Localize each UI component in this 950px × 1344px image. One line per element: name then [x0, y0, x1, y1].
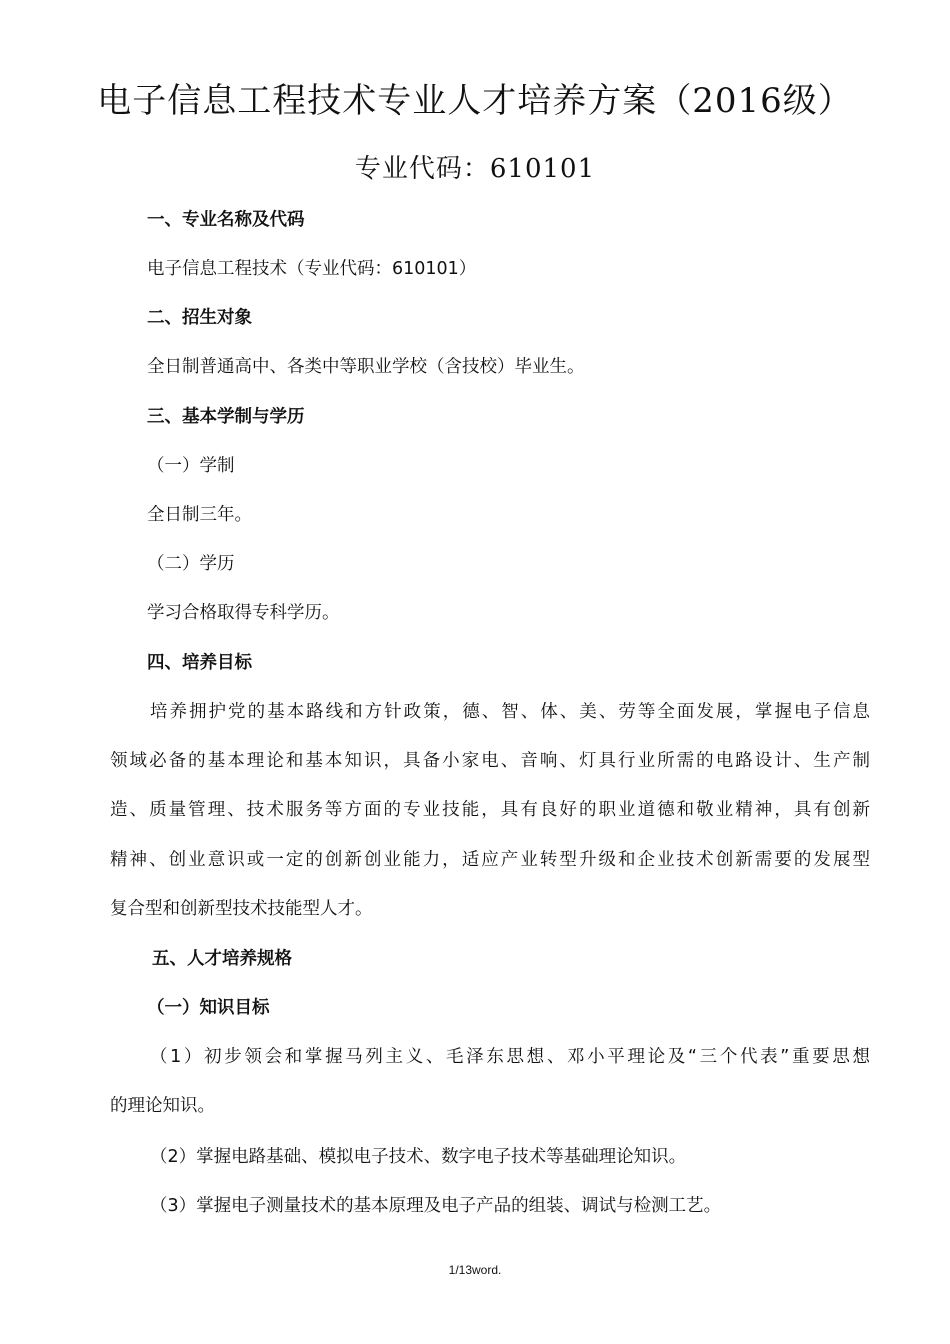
section-3-sub1-text: 全日制三年。 — [147, 505, 252, 525]
section-5-heading: 五、人才培养规格 — [152, 949, 292, 969]
section-2-text: 全日制普通高中、各类中等职业学校（含技校）毕业生。 — [147, 357, 585, 377]
section-3-sub2-heading: （二）学历 — [147, 554, 235, 574]
paragraph-line: 培养拥护党的基本路线和方针政策，德、智、体、美、劳等全面发展，掌握电子信息 — [150, 702, 870, 722]
section-4-paragraph — [110, 688, 870, 934]
section-3-sub1-heading: （一）学制 — [147, 456, 235, 476]
section-5-item-2: （2）掌握电路基础、模拟电子技术、数字电子技术等基础理论知识。 — [150, 1147, 687, 1167]
section-1-text: 电子信息工程技术（专业代码：610101） — [147, 259, 477, 279]
section-5-sub1-heading: （一）知识目标 — [147, 998, 270, 1018]
section-5-item-3: （3）掌握电子测量技术的基本原理及电子产品的组装、调试与检测工艺。 — [150, 1196, 722, 1216]
section-1-heading: 一、专业名称及代码 — [147, 210, 305, 230]
paragraph-line: 精神、创业意识或一定的创新创业能力，适应产业转型升级和企业技术创新需要的发展型 — [110, 849, 870, 870]
document-title: 电子信息工程技术专业人才培养方案（2016级） — [97, 81, 853, 121]
section-5-item-1 — [110, 1033, 870, 1131]
section-4-heading: 四、培养目标 — [147, 653, 252, 673]
section-2-heading: 二、招生对象 — [147, 308, 252, 328]
paragraph-line: 的理论知识。 — [110, 1096, 215, 1117]
paragraph-line: 造、质量管理、技术服务等方面的专业技能，具有良好的职业道德和敬业精神，具有创新 — [110, 800, 870, 821]
paragraph-line: 复合型和创新型技术技能型人才。 — [110, 898, 373, 919]
document-subtitle: 专业代码：610101 — [354, 154, 596, 184]
section-3-heading: 三、基本学制与学历 — [147, 407, 305, 427]
paragraph-line: （1）初步领会和掌握马列主义、毛泽东思想、邓小平理论及“三个代表”重要思想 — [150, 1047, 870, 1067]
section-3-sub2-text: 学习合格取得专科学历。 — [147, 603, 340, 623]
page-footer: 1/13word. — [448, 1263, 502, 1277]
paragraph-line: 领域必备的基本理论和基本知识，具备小家电、音响、灯具行业所需的电路设计、生产制 — [110, 751, 870, 772]
